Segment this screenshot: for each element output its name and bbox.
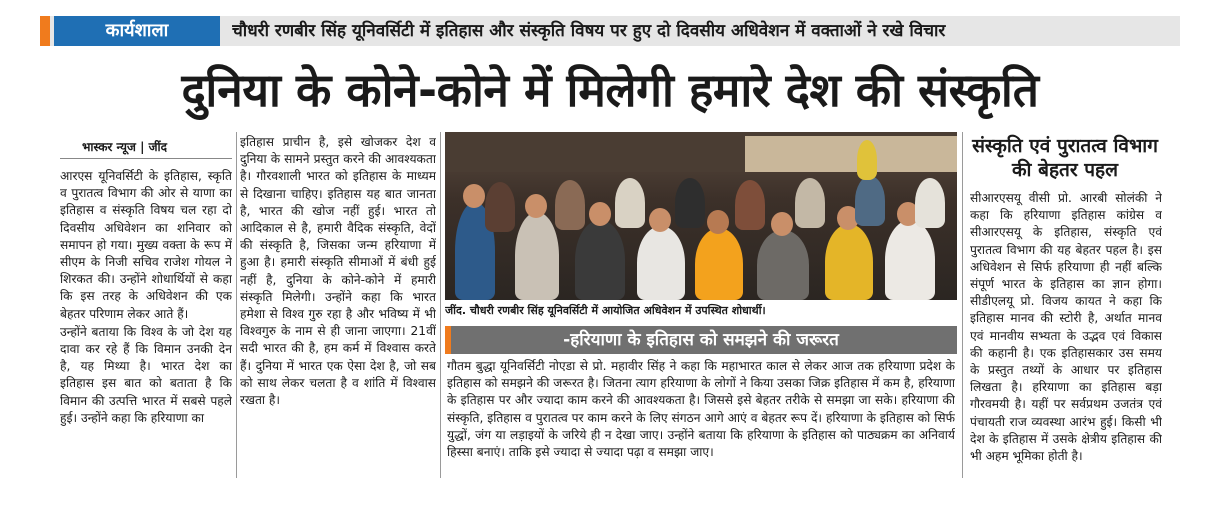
byline-rule: [60, 158, 232, 159]
paragraph: आरएस यूनिवर्सिटी के इतिहास, स्कृति व पुरातत्व विभाग की ओर से याणा का इतिहास व संस्कृति विषय चल रहा दो दिवसीय अधिवेशन का शनिवार को समापन हो गया। मुख्य वक्ता के रूप में सीएम के निजी सचिव राजेश गोयल ने शिरकत की। उन्होंने शोधार्थियों से कहा कि इस तरह के अधिवेशन की एक बेहतर परिणाम लेकर आते हैं।: [60, 169, 232, 321]
sidebar-body: [970, 190, 1162, 480]
article-column-1: [60, 168, 232, 478]
article-column-2: [240, 134, 436, 478]
section-tag: कार्यशाला: [54, 16, 220, 46]
article-column-3: [447, 358, 955, 478]
headline: दुनिया के कोने-कोने में मिलेगी हमारे देश की संस्कृति: [181, 63, 1039, 117]
column-divider: [962, 132, 963, 478]
paragraph: सीआरएसयू वीसी प्रो. आरबी सोलंकी ने कहा कि हरियाणा इतिहास कांग्रेस व सीआरएसयू के इतिहास, संस्कृति एवं पुरातत्व विभाग की यह बेहतर पहल है। इस अधिवेशन से सिर्फ हरियाणा ही नहीं बल्कि संपूर्ण भारत के इतिहास का ज्ञान होगा। सीडीएलयू प्रो. विजय कायत ने कहा कि इतिहास मानव की स्टोरी है, अर्थात मानव एवं मानवीय सभ्यता के उद्भव एवं विकास की कहानी है। एक इतिहासकार उस समय के प्रस्तुत तथ्यों के आधार पर इतिहास लिखता है। हरियाणा का इतिहास बड़ा गौरवमयी है। यहीं पर सर्वप्रथम उजतंत्र एवं पंचायती राज व्यवस्था आरंभ हुई। किसी भी देश के इतिहास में उसके क्षेत्रीय इतिहास की भी अहम भूमिका होती है।: [970, 191, 1162, 464]
subhead-bar: -हरियाणा के इतिहास को समझने की जरूरत: [445, 326, 957, 354]
column-divider: [236, 132, 237, 478]
kicker-accent: [40, 16, 50, 46]
paragraph: उन्होंने बताया कि विश्व के जो देश यह दावा कर रहे हैं कि विमान उनकी देन है, यह मिथ्या है। भारत देश का इतिहास इस बात को बताता है कि विमान की उत्पत्ति भारत में सबसे पहले हुई। उन्होंने कहा कि हरियाणा का: [60, 324, 232, 425]
byline: भास्कर न्यूज | जींद: [82, 140, 168, 154]
paragraph: गौतम बुद्धा यूनिवर्सिटी नोएडा से प्रो. महावीर सिंह ने कहा कि महाभारत काल से लेकर आज तक हरियाणा प्रदेश के इतिहास को समझने की जरूरत है। जितना त्याग हरियाणा के लोगों ने किया उसका जिक्र इतिहास में कम है, हरियाणा के इतिहास पर और ज्यादा काम करने की आवश्यकता है। जिससे इसे बेहतर तरीके से समझा जा सके। हरियाणा की संस्कृति, इतिहास व पुरातत्व पर काम करने के लिए संगठन आगे आएं व बेहतर रूप दें। हरियाणा के इतिहास को सिर्फ युद्धों, जंग या लड़ाइयों के जरिये ही न देखा जाए। उन्होंने बताया कि हरियाणा के इतिहास को पाठ्यक्रम का अनिवार्य हिस्सा बनाएं। ताकि इसे ज्यादा से ज्यादा पढ़ा व समझा जाए।: [447, 359, 955, 460]
paragraph: इतिहास प्राचीन है, इसे खोजकर देश व दुनिया के सामने प्रस्तुत करने की आवश्यकता है। गौरवशाली भारत को इतिहास के माध्यम से दिखाना चाहिए। इतिहास यह बात जानता है, भारत की खोज नहीं हुई। भारत तो आदिकाल से है, हमारी वैदिक संस्कृति, वेदों की संस्कृति है, जिसका जन्म हरियाणा में हुआ है। हमारी संस्कृति सीमाओं में बंधी हुई नहीं है, दुनिया के कोने-कोने में हमारी संस्कृति मिलेगी। उन्होंने कहा कि भारत हमेशा से विश्व गुरु रहा है और भविष्य में भी विश्वगुरु के नाम से ही जाना जाएगा। 21वीं सदी भारत की है, हम कर्म में विश्वास करते हैं। दुनिया में भारत एक ऐसा देश है, जो सब को साथ लेकर चलता है व शांति में विश्वास रखता है।: [240, 135, 436, 408]
audience-photo: [445, 132, 957, 300]
column-divider: [440, 132, 441, 478]
subhead-accent: [445, 326, 451, 354]
kicker-text: चौधरी रणबीर सिंह यूनिवर्सिटी में इतिहास और संस्कृति विषय पर हुए दो दिवसीय अधिवेशन में वक्ताओं ने रखे विचार: [232, 21, 946, 41]
photo-caption: जींद. चौधरी रणबीर सिंह यूनिवर्सिटी में आयोजित अधिवेशन में उपस्थित शोधार्थी।: [445, 304, 766, 317]
sidebar-title: संस्कृति एवं पुरातत्व विभाग की बेहतर पहल: [972, 135, 1158, 181]
